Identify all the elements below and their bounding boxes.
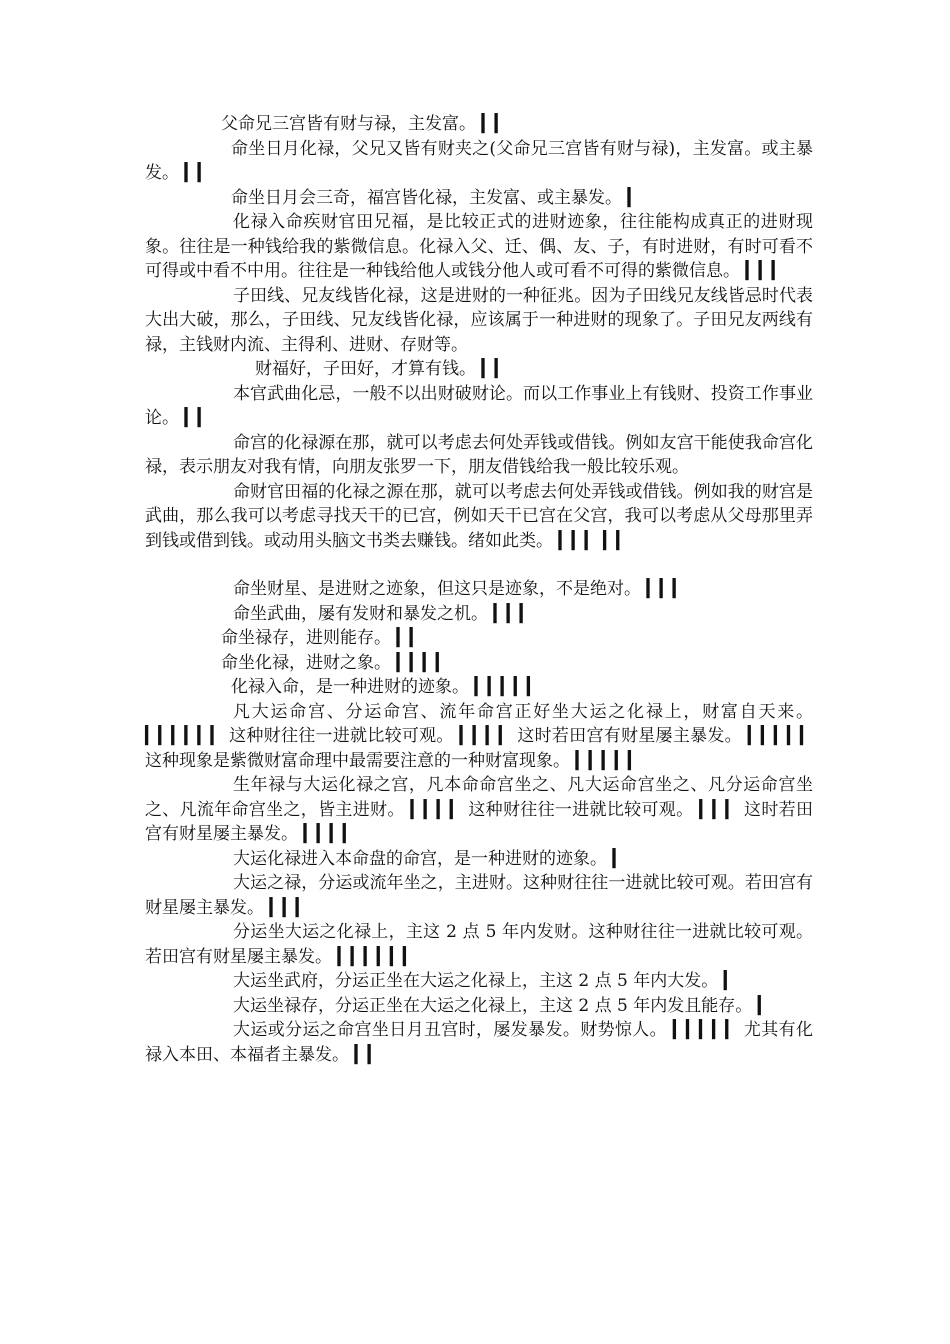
paragraph: 命财官田福的化禄之源在那，就可以考虑去何处弄钱或借钱。例如我的财宫是武曲，那么我可以考虑寻找天干的已宫，例如天干已宫在父宫，我可以考虑从父母那里弄到钱或借到钱。或动用头脑文书类去赚钱。绪如此类。 ▎▎▎ ▎▎ (145, 481, 813, 551)
paragraph: 化禄入命疾财官田兄福，是比较正式的进财迹象，往往能构成真正的进财现象。往往是一种钱给我的紫微信息。化禄入父、迁、偶、友、子，有时进财，有时可看不可得或中看不中用。往往是一种钱给他人或钱分他人或可看不可得的紫微信息。 ▎▎▎ (145, 212, 813, 281)
paragraph: 命坐化禄，进财之象。 ▎▎▎▎ (221, 652, 449, 673)
paragraph: 化禄入命，是一种进财的迹象。 ▎▎▎▎▎ (231, 677, 540, 697)
paragraph: 命宫的化禄源在那，就可以考虑去何处弄钱或借钱。例如友宫干能使我命宫化禄，表示朋友对我有情，向朋友张罗一下，朋友借钱给我一般比较乐观。 (145, 432, 813, 477)
paragraph: 命坐日月化禄，父兄又皆有财夹之(父命兄三宫皆有财与禄)，主发富。或主暴发。 ▎▎ (145, 138, 813, 183)
paragraph: 命坐财星、是进财之迹象，但这只是迹象，不是绝对。 ▎▎▎ (233, 579, 686, 599)
paragraph: 大运之禄，分运或流年坐之，主进财。这种财往往一进就比较可观。若田宫有财星屡主暴发。 ▎▎▎ (145, 873, 813, 918)
paragraph: 大运或分运之命宫坐日月丑宫时，屡发暴发。财势惊人。 ▎▎▎▎▎ 尤其有化禄入本田、本福者主暴发。 ▎▎ (145, 1020, 813, 1065)
paragraph: 本官武曲化忌，一般不以出财破财论。而以工作事业上有钱财、投资工作事业论。 ▎▎ (145, 383, 813, 428)
paragraph: 生年禄与大运化禄之宫，凡本命命宫坐之、凡大运命宫坐之、凡分运命宫坐之、凡流年命宫坐之，皆主进财。 ▎▎▎▎ 这种财往往一进就比较可观。 ▎▎▎ 这时若田宫有财星屡主暴发。 ▎▎▎▎ (145, 775, 813, 844)
paragraph: 父命兄三宫皆有财与禄，主发富。 ▎▎ (221, 114, 508, 134)
paragraph: 大运坐武府，分运正坐在大运之化禄上，主这 2 点 5 年内大发。 ▎ (233, 971, 737, 991)
paragraph: 命坐武曲，屡有发财和暴发之机。 ▎▎▎ (233, 603, 533, 624)
paragraph: 分运坐大运之化禄上，主这 2 点 5 年内发财。这种财往往一进就比较可观。若田宫有财星屡主暴发。 ▎▎▎▎▎▎ (145, 922, 813, 967)
paragraph: 凡大运命宫、分运命宫、流年命宫正好坐大运之化禄上，财富自天来。 ▎▎▎▎▎▎ 这种财往往一进就比较可观。 ▎▎▎▎ 这时若田宫有财星屡主暴发。 ▎▎▎▎▎ 这种现象是紫微财富命理中最需要注意的一种财富现象。 ▎▎▎▎▎ (145, 701, 813, 771)
paragraph: 子田线、兄友线皆化禄，这是进财的一种征兆。因为子田线兄友线皆忌时代表大出大破，那么，子田线、兄友线皆化禄，应该属于一种进财的现象了。子田兄友两线有禄，主钱财内流、主得利、进财、存财等。 (145, 285, 813, 355)
paragraph: 财福好，子田好，才算有钱。 ▎▎ (255, 359, 508, 379)
paragraph: 大运化禄进入本命盘的命宫，是一种进财的迹象。 ▎ (233, 848, 626, 869)
paragraph: 大运坐禄存，分运正坐在大运之化禄上，主这 2 点 5 年内发且能存。 ▎ (233, 995, 771, 1016)
paragraph: 命坐日月会三奇，福宫皆化禄，主发富、或主暴发。 ▎ (231, 187, 641, 208)
paragraph: 命坐禄存，进则能存。 ▎▎ (221, 628, 423, 648)
blank-line (145, 553, 813, 577)
document-page (145, 112, 813, 1067)
